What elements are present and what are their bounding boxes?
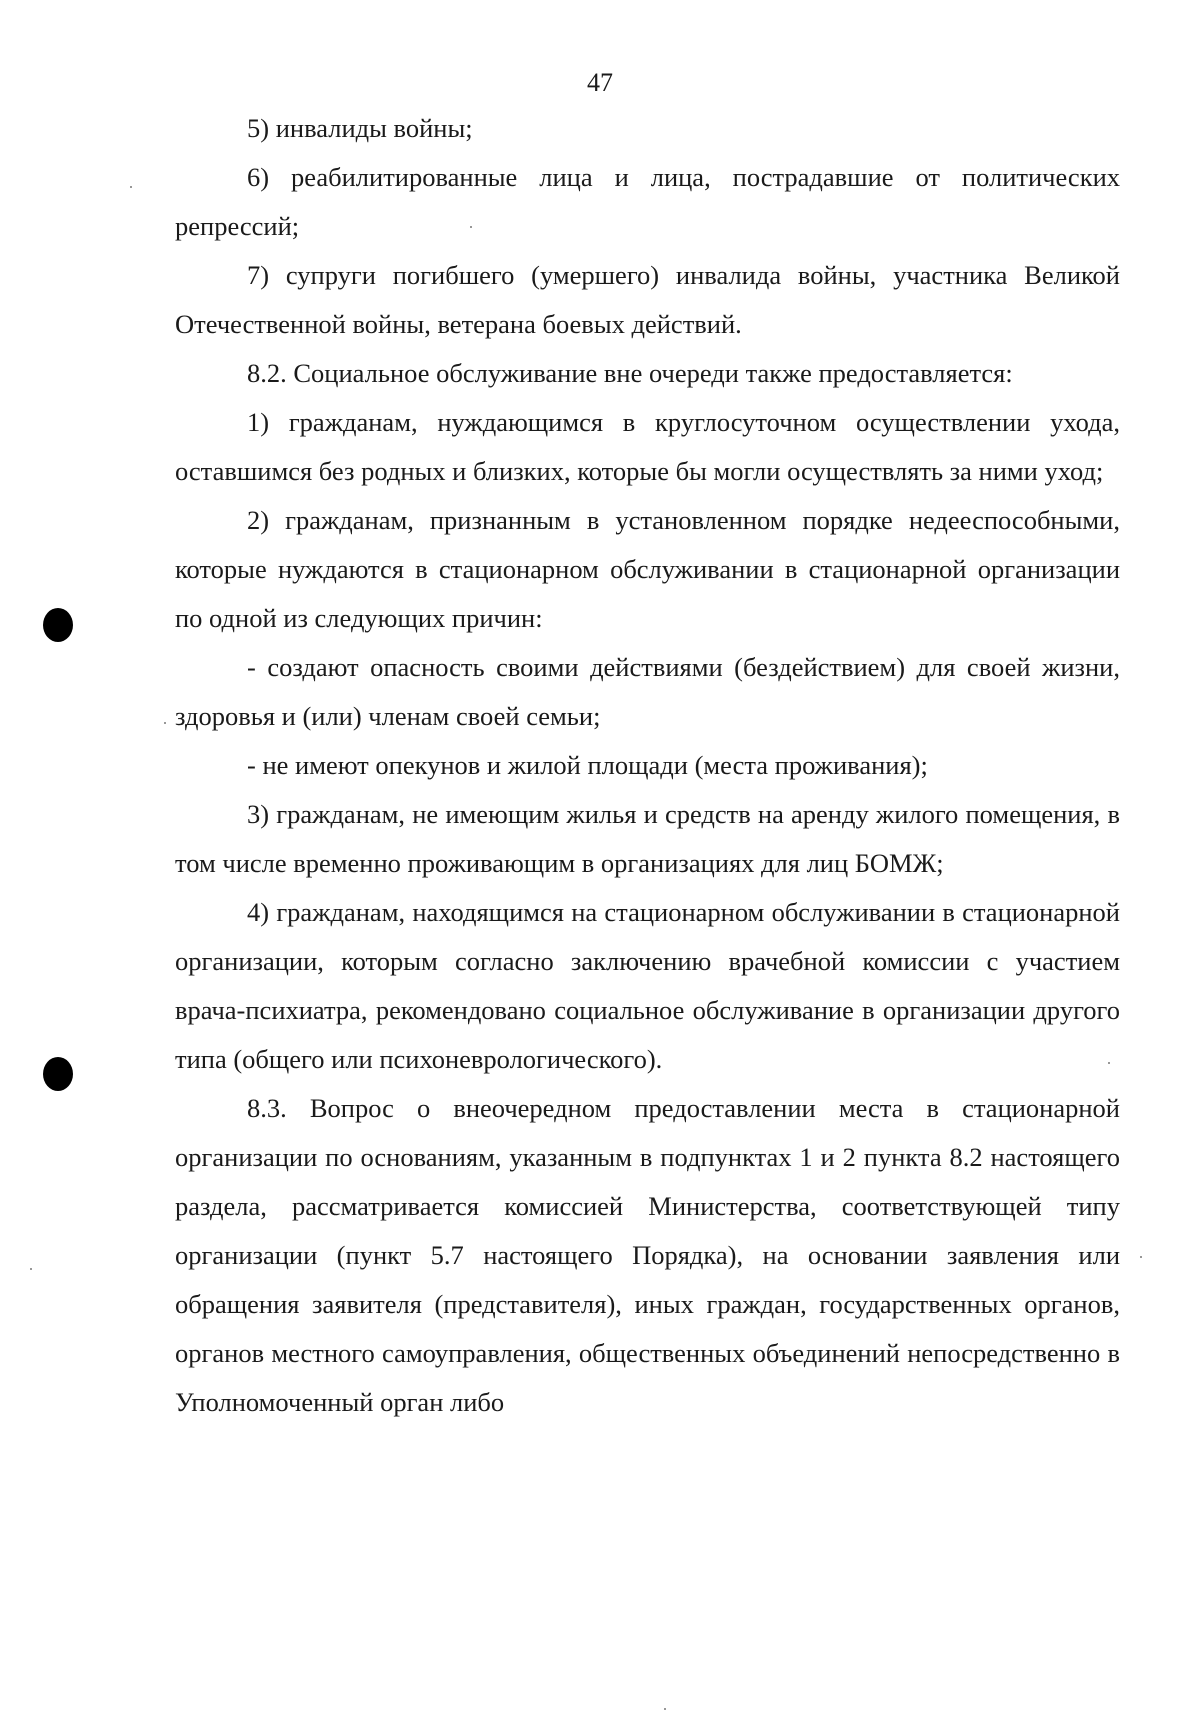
paragraph-dash-item-1: - создают опасность своими действиями (бездействием) для своей жизни, здоровья и (или) членам своей семьи; [175, 652, 1120, 731]
document-text [175, 104, 1120, 1427]
paragraph-8-2-item-1: 1) гражданам, нуждающимся в круглосуточном осуществлении ухода, оставшимся без родных и близких, которые бы могли осуществлять за ними уход; [175, 407, 1120, 486]
punch-hole-top [43, 608, 73, 642]
scan-speck [664, 1708, 666, 1710]
scan-speck [130, 186, 132, 188]
scan-speck [164, 722, 166, 724]
paragraph-8-2-item-3: 3) гражданам, не имеющим жилья и средств на аренду жилого помещения, в том числе временно проживающим в организациях для лиц БОМЖ; [175, 799, 1120, 878]
paragraph-8-2-item-4: 4) гражданам, находящимся на стационарном обслуживании в стационарной организации, которым согласно заключению врачебной комиссии с участием врача-психиатра, рекомендовано социальное обслуживание в организации другого типа (общего или психоневрологического). [175, 897, 1120, 1074]
paragraph-8-3: 8.3. Вопрос о внеочередном предоставлении места в стационарной организации по основаниям, указанным в подпунктах 1 и 2 пункта 8.2 настоящего раздела, рассматривается комиссией Министерства, соответствующей типу организации (пункт 5.7 настоящего Порядка), на основании заявления или обращения заявителя (представителя), иных граждан, государственных органов, органов местного самоуправления, общественных объединений непосредственно в Уполномоченный орган либо [175, 1093, 1120, 1417]
scan-speck [30, 1268, 32, 1270]
paragraph-item-7: 7) супруги погибшего (умершего) инвалида войны, участника Великой Отечественной войны, ветерана боевых действий. [175, 260, 1120, 339]
paragraph-dash-item-2: - не имеют опекунов и жилой площади (места проживания); [247, 750, 928, 780]
punch-hole-bottom [43, 1057, 73, 1091]
page-number: 47 [587, 68, 613, 97]
scan-speck [1140, 1256, 1142, 1258]
paragraph-8-2-item-2: 2) гражданам, признанным в установленном порядке недееспособными, которые нуждаются в стационарном обслуживании в стационарной организации по одной из следующих причин: [175, 505, 1120, 633]
paragraph-8-2-heading: 8.2. Социальное обслуживание вне очереди также предоставляется: [247, 358, 1013, 388]
paragraph-item-6: 6) реабилитированные лица и лица, пострадавшие от политических репрессий; [175, 162, 1120, 241]
paragraph-item-5: 5) инвалиды войны; [247, 113, 473, 143]
